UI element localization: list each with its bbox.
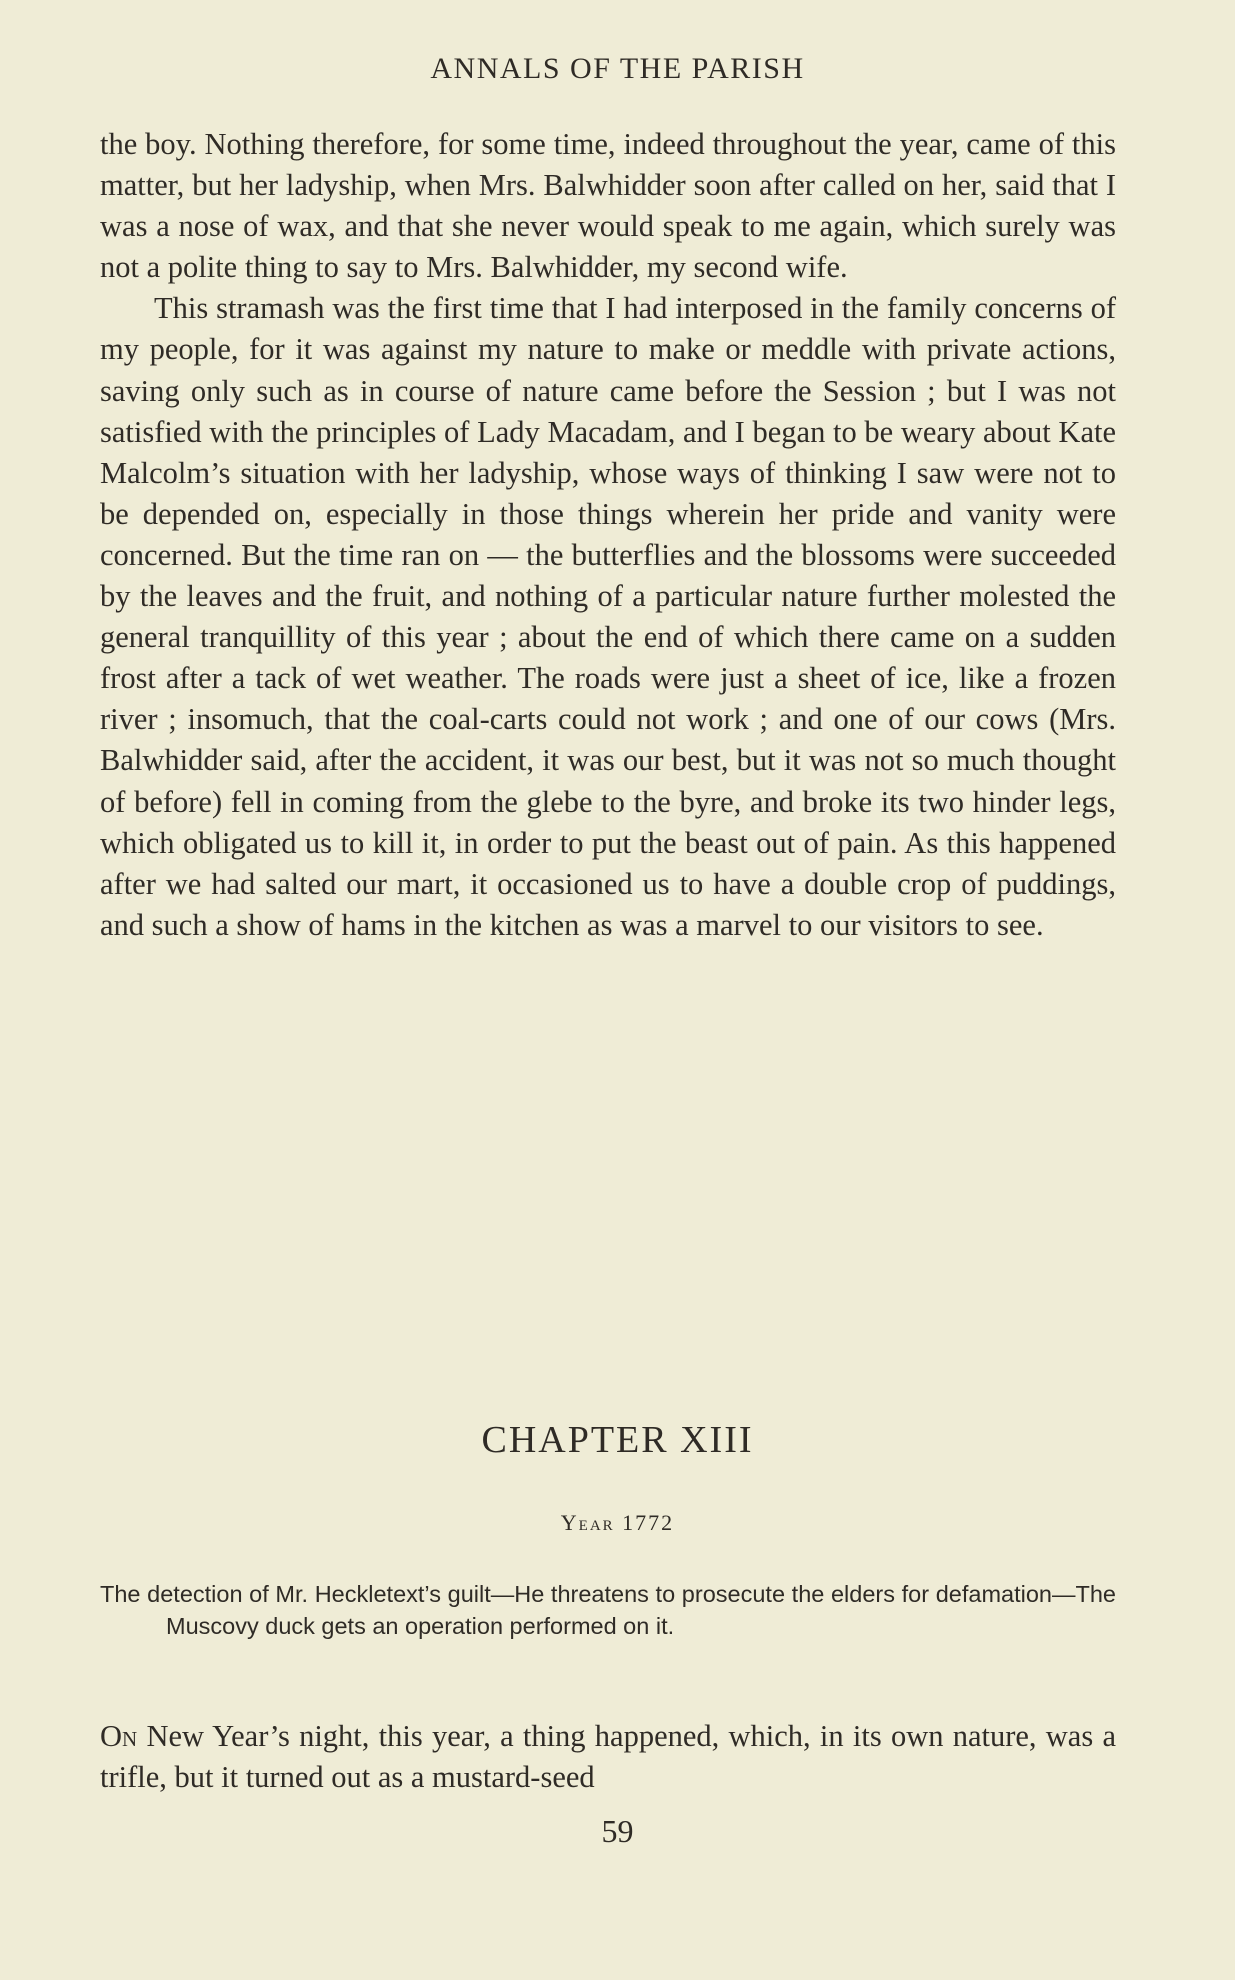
chapter-year: Year 1772 <box>560 1510 675 1535</box>
opening-text: New Year’s night, this year, a thing happened, which, in its own nature, was a trifle, but it turned out as a mustard-seed <box>100 1719 1116 1795</box>
body-text <box>100 124 1116 946</box>
page-number: 59 <box>601 1813 634 1849</box>
opening-word: On <box>100 1719 138 1753</box>
paragraph-continuation: the boy. Nothing therefore, for some time, indeed throughout the year, came of this matter, but her ladyship, when Mrs. Balwhidder soon after called on her, said that I was a nose of wax, and that she never would speak to me again, which surely was not a polite thing to say to Mrs. Balwhidder, my second wife. <box>100 127 1116 285</box>
paragraph: This stramash was the first time that I had interposed in the family concerns of my people, for it was against my nature to make or meddle with private actions, saving only such as in course of nature came before the Session ; but I was not satisfied with the principles of Lady Macadam, and I began to be weary about Kate Malcolm’s situation with her ladyship, whose ways of thinking I saw were not to be depended on, especially in those things wherein her pride and vanity were concerned. But the time ran on — the butterflies and the blossoms were succeeded by the leaves and the fruit, and nothing of a particular nature further molested the general tranquillity of this year ; about the end of which there came on a sudden frost after a tack of wet weather. The roads were just a sheet of ice, like a frozen river ; insomuch, that the coal-carts could not work ; and one of our cows (Mrs. Balwhidder said, after the accident, it was our best, but it was not so much thought of before) fell in coming from the glebe to the byre, and broke its two hinder legs, which obligated us to kill it, in order to put the beast out of pain. As this happened after we had salted our mart, it occasioned us to have a double crop of puddings, and such a show of hams in the kitchen as was a marvel to our visitors to see. <box>100 291 1116 942</box>
chapter-synopsis: The detection of Mr. Heckletext’s guilt—He threatens to prosecute the elders for defamation—The Muscovy duck gets an operation performed on it. <box>100 1581 1116 1639</box>
running-head: ANNALS OF THE PARISH <box>430 52 805 85</box>
chapter-opening-paragraph <box>100 1716 1116 1798</box>
chapter-title: CHAPTER XIII <box>481 1419 754 1461</box>
